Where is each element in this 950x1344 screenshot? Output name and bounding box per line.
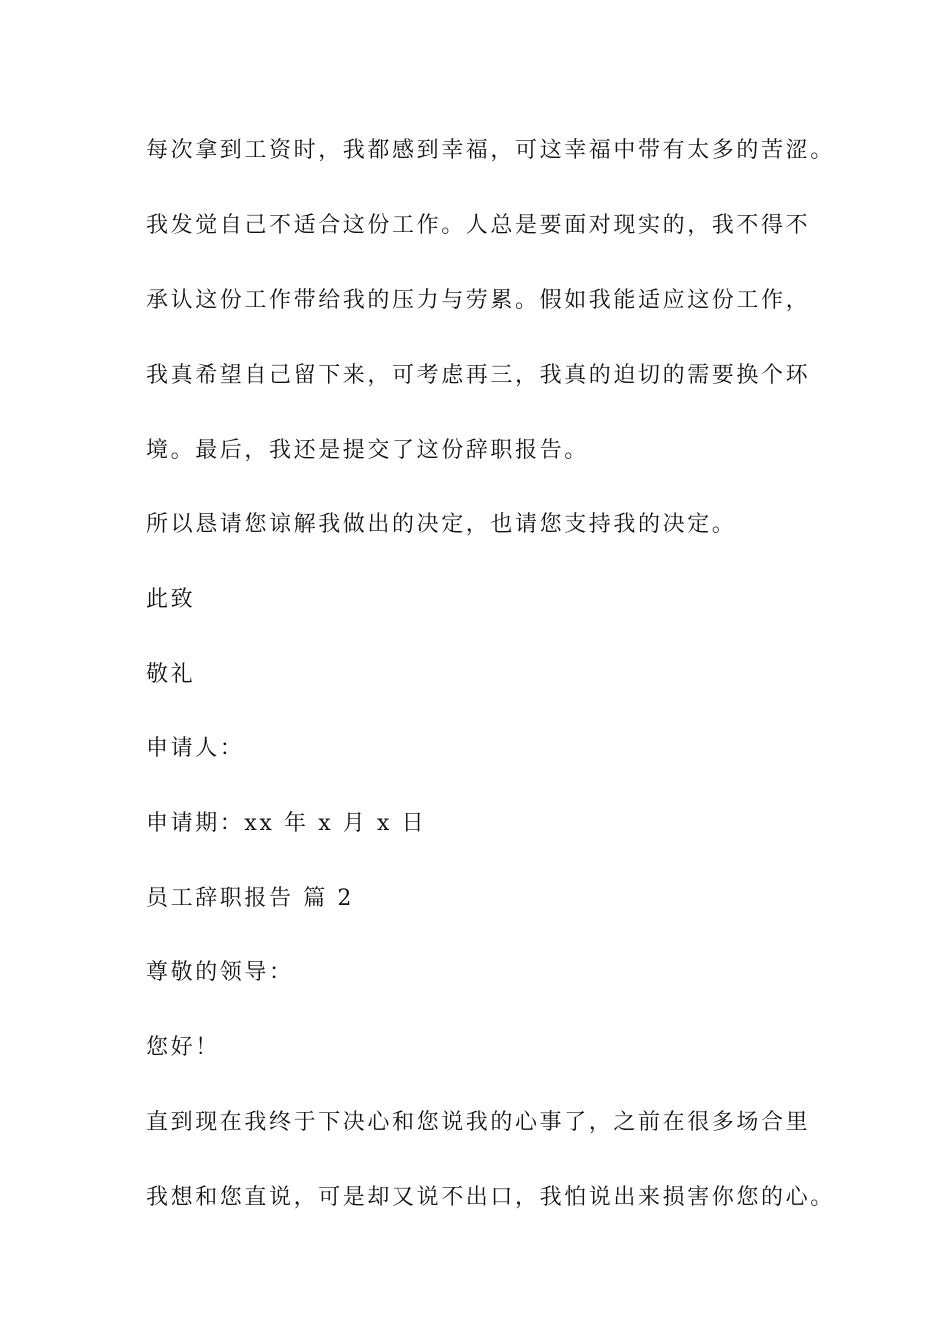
greeting: 您好！	[146, 1035, 220, 1060]
applicant-label: 申请人：	[146, 736, 245, 761]
paragraph-line: 所以恳请您谅解我做出的决定，也请您支持我的决定。	[146, 512, 737, 537]
paragraph-line: 我真希望自己留下来，可考虑再三，我真的迫切的需要换个环	[146, 363, 811, 388]
closing-salutation: 此致	[146, 587, 196, 612]
paragraph-line: 直到现在我终于下决心和您说我的心事了，之前在很多场合里	[146, 1110, 811, 1135]
greeting-recipient: 尊敬的领导：	[146, 960, 294, 985]
closing-regards: 敬礼	[146, 662, 196, 687]
paragraph-line: 每次拿到工资时，我都感到幸福，可这幸福中带有太多的苦涩。	[146, 138, 835, 163]
section-title: 员工辞职报告 篇 2	[146, 886, 354, 911]
application-date: 申请期：xx 年 x 月 x 日	[146, 811, 427, 836]
paragraph-line: 承认这份工作带给我的压力与劳累。假如我能适应这份工作，	[146, 288, 811, 313]
paragraph-line: 我想和您直说，可是却又说不出口，我怕说出来损害你您的心。	[146, 1185, 835, 1210]
paragraph-line: 我发觉自己不适合这份工作。人总是要面对现实的，我不得不	[146, 213, 811, 238]
paragraph-line: 境。最后，我还是提交了这份辞职报告。	[146, 438, 589, 463]
